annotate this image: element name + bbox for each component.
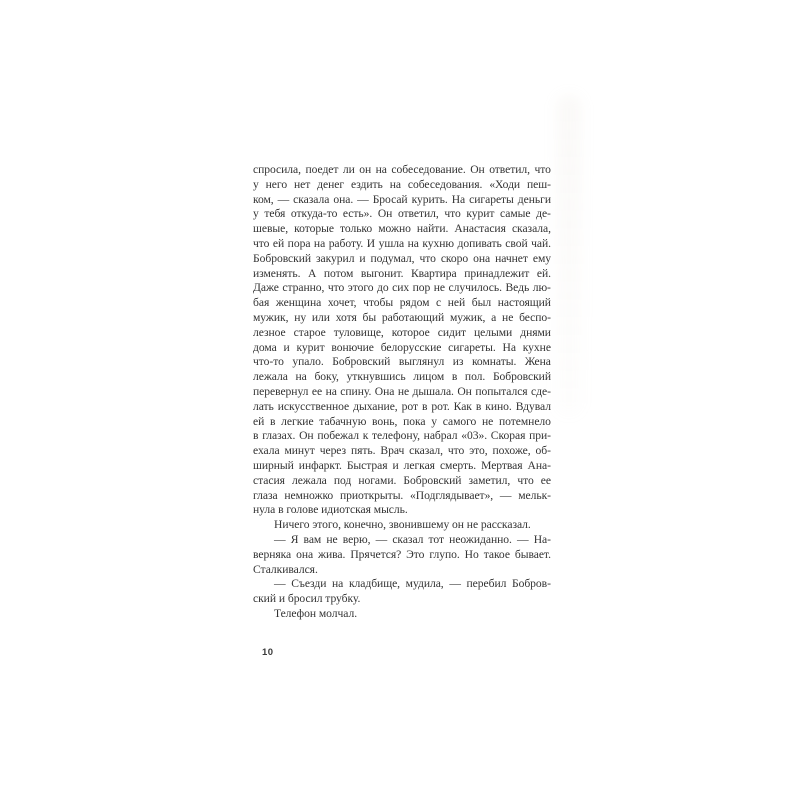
text-line: лежала на боку, уткнувшись лицом в пол. Бобровский	[253, 370, 551, 384]
text-line: — Съезди на кладбище, мудила, — перебил Бобров-	[274, 577, 551, 591]
text-line: Ничего этого, конечно, звонившему он не рассказал.	[274, 518, 531, 532]
page-number: 10	[262, 647, 274, 658]
text-line: стасия лежала под ногами. Бобровский заметил, что ее	[253, 473, 551, 487]
text-line: Бобровский закурил и подумал, что скоро она начнет ему	[253, 251, 551, 265]
text-line: лать искусственное дыхание, рот в рот. Как в кино. Вдувал	[253, 399, 551, 413]
text-line: лезное старое туловище, которое сидит целыми днями	[253, 325, 551, 339]
text-line: нула в голове идиотская мысль.	[253, 503, 408, 517]
page-sheen	[556, 95, 582, 415]
text-line: ком, — сказала она. — Бросай курить. На сигареты деньги	[253, 192, 551, 206]
text-line: ширный инфаркт. Быстрая и легкая смерть. Мертвая Ана-	[253, 458, 551, 472]
text-line: верняка она жива. Прячется? Это глупо. Но такое бывает.	[253, 547, 551, 561]
text-line: Телефон молчал.	[274, 606, 358, 620]
text-line: мужик, ну или хотя бы работающий мужик, а не беспо-	[253, 310, 551, 324]
text-line: — Я вам не верю, — сказал тот неожиданно. — На-	[274, 532, 551, 546]
text-line: в глазах. Он побежал к телефону, набрал «03». Скорая при-	[253, 429, 551, 443]
text-line: шевые, которые только можно найти. Анастасия сказала,	[253, 222, 551, 236]
text-line: глаза немножко приоткрыты. «Подглядывает», — мельк-	[253, 488, 551, 502]
text-line: у тебя откуда-то есть». Он ответил, что курит самые де-	[253, 207, 551, 221]
text-line: ехала минут через пять. Врач сказал, что это, похоже, об-	[253, 444, 551, 458]
text-line: бая женщина хочет, чтобы рядом с ней был настоящий	[253, 296, 551, 310]
text-block	[253, 163, 551, 622]
text-line: изменять. А потом выгонит. Квартира принадлежит ей.	[253, 266, 551, 280]
text-line: перевернул ее на спину. Она не дышала. Он попытался сде-	[253, 384, 551, 398]
text-line: у него нет денег ездить на собеседования. «Ходи пеш-	[253, 177, 551, 191]
text-line: Даже странно, что этого до сих пор не случилось. Ведь лю-	[253, 281, 551, 295]
text-line: Сталкивался.	[253, 562, 318, 576]
text-line: ей в легкие табачную вонь, пока у самого не потемнело	[253, 414, 551, 428]
text-line: спросила, поедет ли он на собеседование. Он ответил, что	[253, 163, 551, 176]
text-line: что ей пора на работу. И ушла на кухню допивать свой чай.	[253, 236, 551, 250]
text-line: что-то упало. Бобровский выглянул из комнаты. Жена	[253, 355, 551, 369]
text-line: дома и курит вонючие белорусские сигареты. На кухне	[253, 340, 551, 354]
text-line: ский и бросил трубку.	[253, 592, 361, 606]
